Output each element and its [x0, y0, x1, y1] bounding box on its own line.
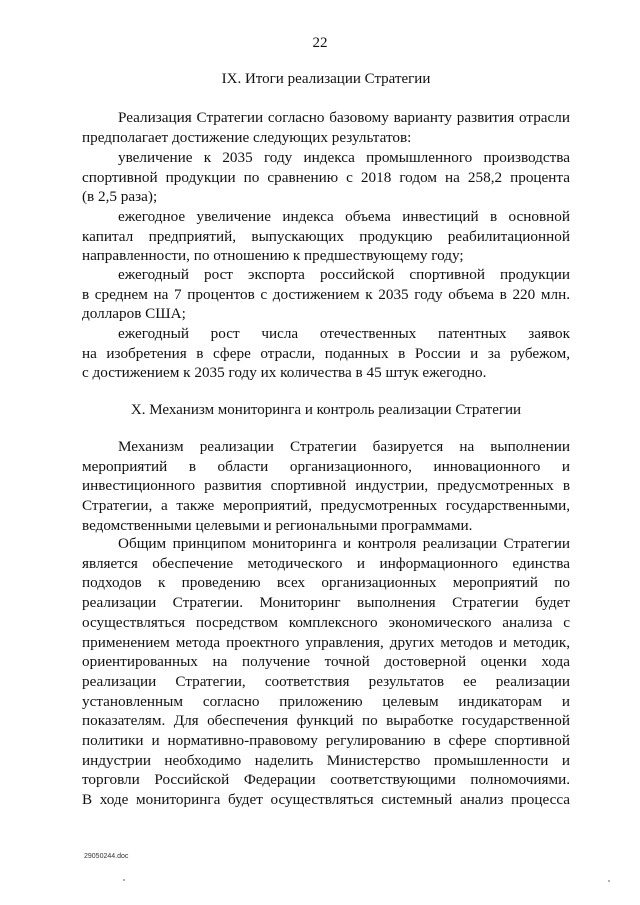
- text-line: на изобретения в сфере отрасли, поданных в России и за рубежом,: [82, 344, 570, 362]
- section-ix-title: IX. Итоги реализации Стратегии: [221, 71, 431, 87]
- text-line: ведомственными целевыми и региональными программами.: [82, 516, 473, 534]
- result-item: [82, 265, 570, 324]
- text-line: направленности, по отношению к предшествующему году;: [82, 247, 464, 265]
- text-line: подходов к проведению всех организационных мероприятий по: [82, 574, 570, 592]
- section-x-paragraph-2: [82, 534, 570, 810]
- section-x-title: X. Механизм мониторинга и контроль реализации Стратегии: [130, 402, 522, 418]
- section-ix-intro: [82, 108, 570, 147]
- text-line: Общим принципом мониторинга и контроля реализации Стратегии: [118, 535, 570, 552]
- text-line: капитал предприятий, выпускающих продукцию реабилитационной: [82, 227, 570, 245]
- text-line: ежегодный рост экспорта российской спортивной продукции: [118, 266, 570, 283]
- text-line: В ходе мониторинга будет осуществляться системный анализ процесса: [82, 791, 570, 809]
- text-line: с достижением к 2035 году их количества в 45 штук ежегодно.: [82, 364, 487, 382]
- scan-speck: [123, 879, 125, 881]
- result-item: [82, 324, 570, 383]
- text-line: увеличение к 2035 году индекса промышленного производства: [118, 149, 570, 166]
- scan-speck: [608, 880, 610, 882]
- text-line: осуществляться посредством комплексного экономического анализа с: [82, 613, 570, 631]
- text-line: ориентированных на получение точной достоверной оценки хода: [82, 653, 570, 671]
- section-x-paragraph-1: [82, 437, 570, 536]
- text-line: ежегодный рост числа отечественных патентных заявок: [118, 325, 570, 342]
- text-line: реализации Стратегии, соответствия результатов ее реализации: [82, 672, 570, 690]
- page-number: 22: [312, 35, 328, 51]
- text-line: мероприятий в области организационного, инновационного и: [82, 457, 570, 475]
- text-line: долларов США;: [82, 305, 186, 323]
- text-line: политики и нормативно-правовому регулированию в сфере спортивной: [82, 732, 570, 750]
- text-line: Реализация Стратегии согласно базовому варианту развития отрасли: [118, 109, 570, 126]
- text-line: Стратегии, а также мероприятий, предусмотренных государственными,: [82, 497, 570, 515]
- text-line: является обеспечение методического и информационного единства: [82, 554, 570, 572]
- result-item: [82, 148, 570, 207]
- text-line: показателям. Для обеспечения функций по выработке государственной: [82, 712, 570, 730]
- text-line: установленным согласно приложению целевым индикаторам и: [82, 692, 570, 710]
- document-code: 29050244.doc: [84, 853, 129, 860]
- text-line: индустрии необходимо наделить Министерство промышленности и: [82, 751, 570, 769]
- text-line: в среднем на 7 процентов с достижением к 2035 году объема в 220 млн.: [82, 285, 570, 303]
- text-line: предполагает достижение следующих результатов:: [82, 128, 412, 146]
- text-line: реализации Стратегии. Мониторинг выполнения Стратегии будет: [82, 594, 570, 612]
- text-line: Механизм реализации Стратегии базируется на выполнении: [118, 438, 570, 455]
- text-line: ежегодное увеличение индекса объема инвестиций в основной: [118, 208, 570, 225]
- result-item: [82, 207, 570, 266]
- text-line: инвестиционного развития спортивной индустрии, предусмотренных в: [82, 477, 570, 495]
- text-line: торговли Российской Федерации соответствующими полномочиями.: [82, 771, 570, 789]
- text-line: (в 2,5 раза);: [82, 188, 158, 206]
- text-line: применением метода проектного управления, других методов и методик,: [82, 633, 570, 651]
- text-line: спортивной продукции по сравнению с 2018 годом на 258,2 процента: [82, 168, 570, 186]
